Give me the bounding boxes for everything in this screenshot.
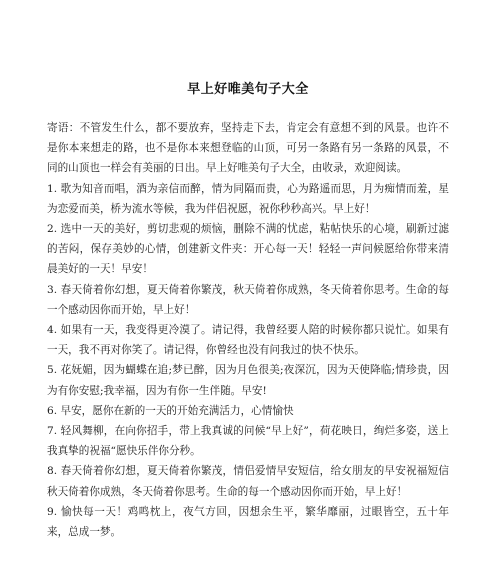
list-item: 2. 选中一天的美好，剪切悲观的烦恼，删除不满的忧虑，粘帖快乐的心境，刷新过滤的苦闷，保存美妙的心情，创建新文件夹：开心每一天！轻轻一声问候愿给你带来清晨美好的一天！早安！ — [47, 223, 449, 276]
document-title: 早上好唯美句子大全 — [187, 82, 309, 97]
document-body — [47, 118, 449, 542]
list-item: 5. 花妩媚，因为蝴蝶在追;梦已醉，因为月色很美;夜深沉，因为天使降临;情珍贵，因为有你安慰;我幸福，因为有你一生伴随。早安! — [47, 364, 449, 397]
list-item: 8. 春天倚着你幻想，夏天倚着你繁茂，情侣爱情早安短信，给女朋友的早安祝福短信秋天倚着你成熟，冬天倚着你思考。生命的每一个感动因你而开始，早上好！ — [47, 465, 449, 498]
list-item: 3. 春天倚着你幻想，夏天倚着你繁茂，秋天倚着你成熟，冬天倚着你思考。生命的每一个感动因你而开始，早上好！ — [47, 283, 449, 316]
intro-paragraph: 寄语：不管发生什么，都不要放弃，坚持走下去，肯定会有意想不到的风景。也许不是你本来想走的路，也不是你本来想登临的山顶，可另一条路有另一条路的风景，不同的山顶也一样会有美丽的日出。早上好唯美句子大全，由收录，欢迎阅读。 — [47, 122, 449, 175]
list-item: 7. 轻风舞柳，在向你招手，带上我真诚的问候“早上好”，荷花映日，绚烂多姿，送上我真挚的祝福“愿快乐伴你分秒。 — [47, 425, 449, 458]
list-item: 1. 歌为知音而唱，酒为亲信而醉，情为同隔而贵，心为路遥而思，月为痴情而羞，星为恋爱而美，桥为流水等候，我为伴侣祝愿，祝你秒秒高兴。早上好！ — [47, 182, 449, 215]
list-item: 6. 早安，愿你在新的一天的开始充满活力，心情愉快 — [47, 404, 294, 417]
list-item: 9. 愉快每一天！鸡鸣枕上，夜气方回，因想余生平，繁华靡丽，过眼皆空，五十年来，总成一梦。 — [47, 505, 449, 539]
list-item: 4. 如果有一天，我变得更冷漠了。请记得，我曾经要人陪的时候你都只说忙。如果有一天，我不再对你笑了。请记得，你曾经也没有问我过的快不快乐。 — [47, 324, 449, 357]
